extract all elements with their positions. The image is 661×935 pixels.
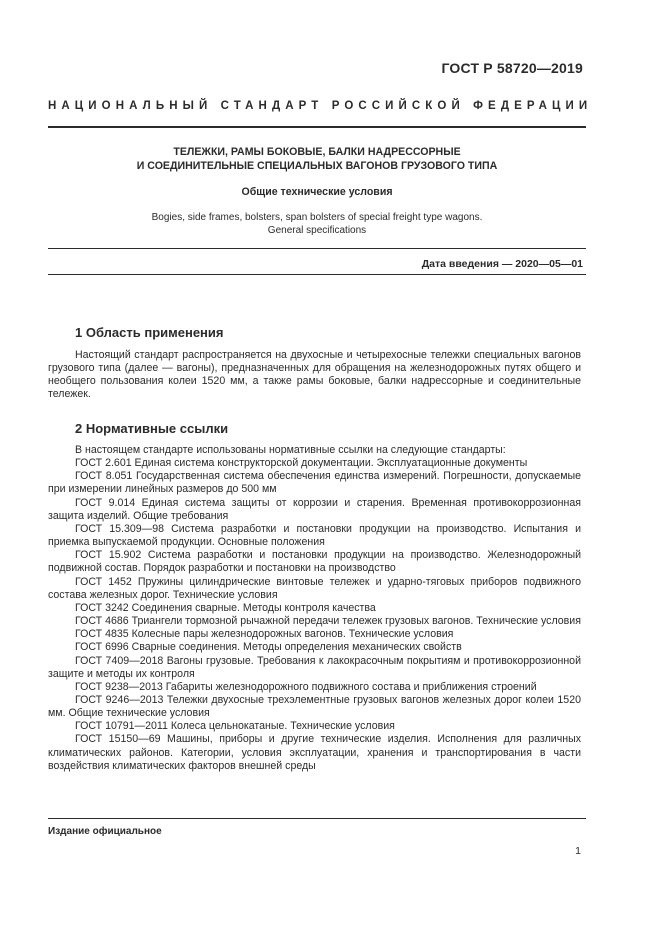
reference-item: ГОСТ 7409—2018 Вагоны грузовые. Требования к лакокрасочным покрытиям и противокоррозионной защите и методы их контроля — [48, 654, 581, 680]
reference-item: ГОСТ 15.309—98 Система разработки и постановки продукции на производство. Испытания и приемка выпускаемой продукции. Основные положения — [48, 522, 581, 549]
document-subtitle: Общие технические условия — [241, 186, 393, 198]
header-rule — [48, 126, 586, 128]
reference-item: ГОСТ 9238—2013 Габариты железнодорожного подвижного состава и приближения строений — [75, 680, 537, 693]
section-2-body — [48, 444, 581, 773]
title-line: И СОЕДИНИТЕЛЬНЫЕ СПЕЦИАЛЬНЫХ ВАГОНОВ ГРУЗОВОГО ТИПА — [136, 160, 498, 172]
national-standard-heading: НАЦИОНАЛЬНЫЙ СТАНДАРТ РОССИЙСКОЙ ФЕДЕРАЦИИ — [48, 100, 593, 112]
title-line: ТЕЛЕЖКИ, РАМЫ БОКОВЫЕ, БАЛКИ НАДРЕССОРНЫЕ — [173, 146, 461, 158]
reference-item: ГОСТ 15.902 Система разработки и постановки продукции на производство. Железнодорожный подвижной состав. Порядок разработки и постановки на производство — [48, 549, 581, 575]
date-rule — [48, 274, 586, 275]
english-title-line: Bogies, side frames, bolsters, span bolsters of special freight type wagons. — [151, 212, 483, 223]
reference-item: ГОСТ 9246—2013 Тележки двухосные трехэлементные грузовых вагонов железных дорог колеи 1520 мм. Общие технические условия — [48, 693, 581, 720]
paragraph: Настоящий стандарт распространяется на двухосные и четырехосные тележки специальных вагонов грузового типа (далее — вагоны), предназначенных для обращения на железнодорожных путях общего и необщего пользования колеи 1520 мм, а также рамы боковые, балки надрессорные и соединительные тележек. — [48, 349, 581, 401]
section-1-body — [48, 349, 581, 402]
section-1-heading: 1 Область применения — [75, 325, 224, 340]
reference-item: ГОСТ 15150—69 Машины, приборы и другие технические изделия. Исполнения для различных климатических районов. Категории, условия эксплуатации, хранения и транспортирования в части воздействия климатических факторов внешней среды — [48, 733, 581, 772]
reference-item: ГОСТ 10791—2011 Колеса цельнокатаные. Технические условия — [75, 720, 395, 733]
section-2-heading: 2 Нормативные ссылки — [75, 421, 229, 436]
footer-rule — [48, 818, 586, 819]
title-rule — [48, 248, 586, 249]
document-title — [48, 145, 586, 173]
reference-item: ГОСТ 1452 Пружины цилиндрические винтовые тележек и ударно-тяговых приборов подвижного состава железных дорог. Технические условия — [48, 575, 581, 601]
paragraph: В настоящем стандарте использованы нормативные ссылки на следующие стандарты: — [75, 444, 506, 456]
official-edition-label: Издание официальное — [48, 826, 162, 837]
page-number: 1 — [575, 845, 581, 857]
reference-item: ГОСТ 4686 Триангели тормозной рычажной передачи тележек грузовых вагонов. Технические условия — [75, 615, 581, 628]
english-title — [48, 211, 586, 237]
reference-item: ГОСТ 3242 Соединения сварные. Методы контроля качества — [75, 601, 376, 614]
reference-item: ГОСТ 8.051 Государственная система обеспечения единства измерений. Погрешности, допускаемые при измерении линейных размеров до 500 мм — [48, 470, 581, 496]
reference-item: ГОСТ 6996 Сварные соединения. Методы определения механических свойств — [75, 641, 462, 654]
reference-item: ГОСТ 9.014 Единая система защиты от коррозии и старения. Временная противокоррозионная защита изделий. Общие требования — [48, 496, 581, 522]
english-title-line: General specifications — [267, 225, 367, 236]
standard-number: ГОСТ Р 58720—2019 — [441, 60, 583, 76]
reference-item: ГОСТ 4835 Колесные пары железнодорожных вагонов. Технические условия — [75, 628, 454, 641]
introduction-date: Дата введения — 2020—05—01 — [421, 258, 583, 270]
reference-item: ГОСТ 2.601 Единая система конструкторской документации. Эксплуатационные документы — [75, 457, 528, 470]
